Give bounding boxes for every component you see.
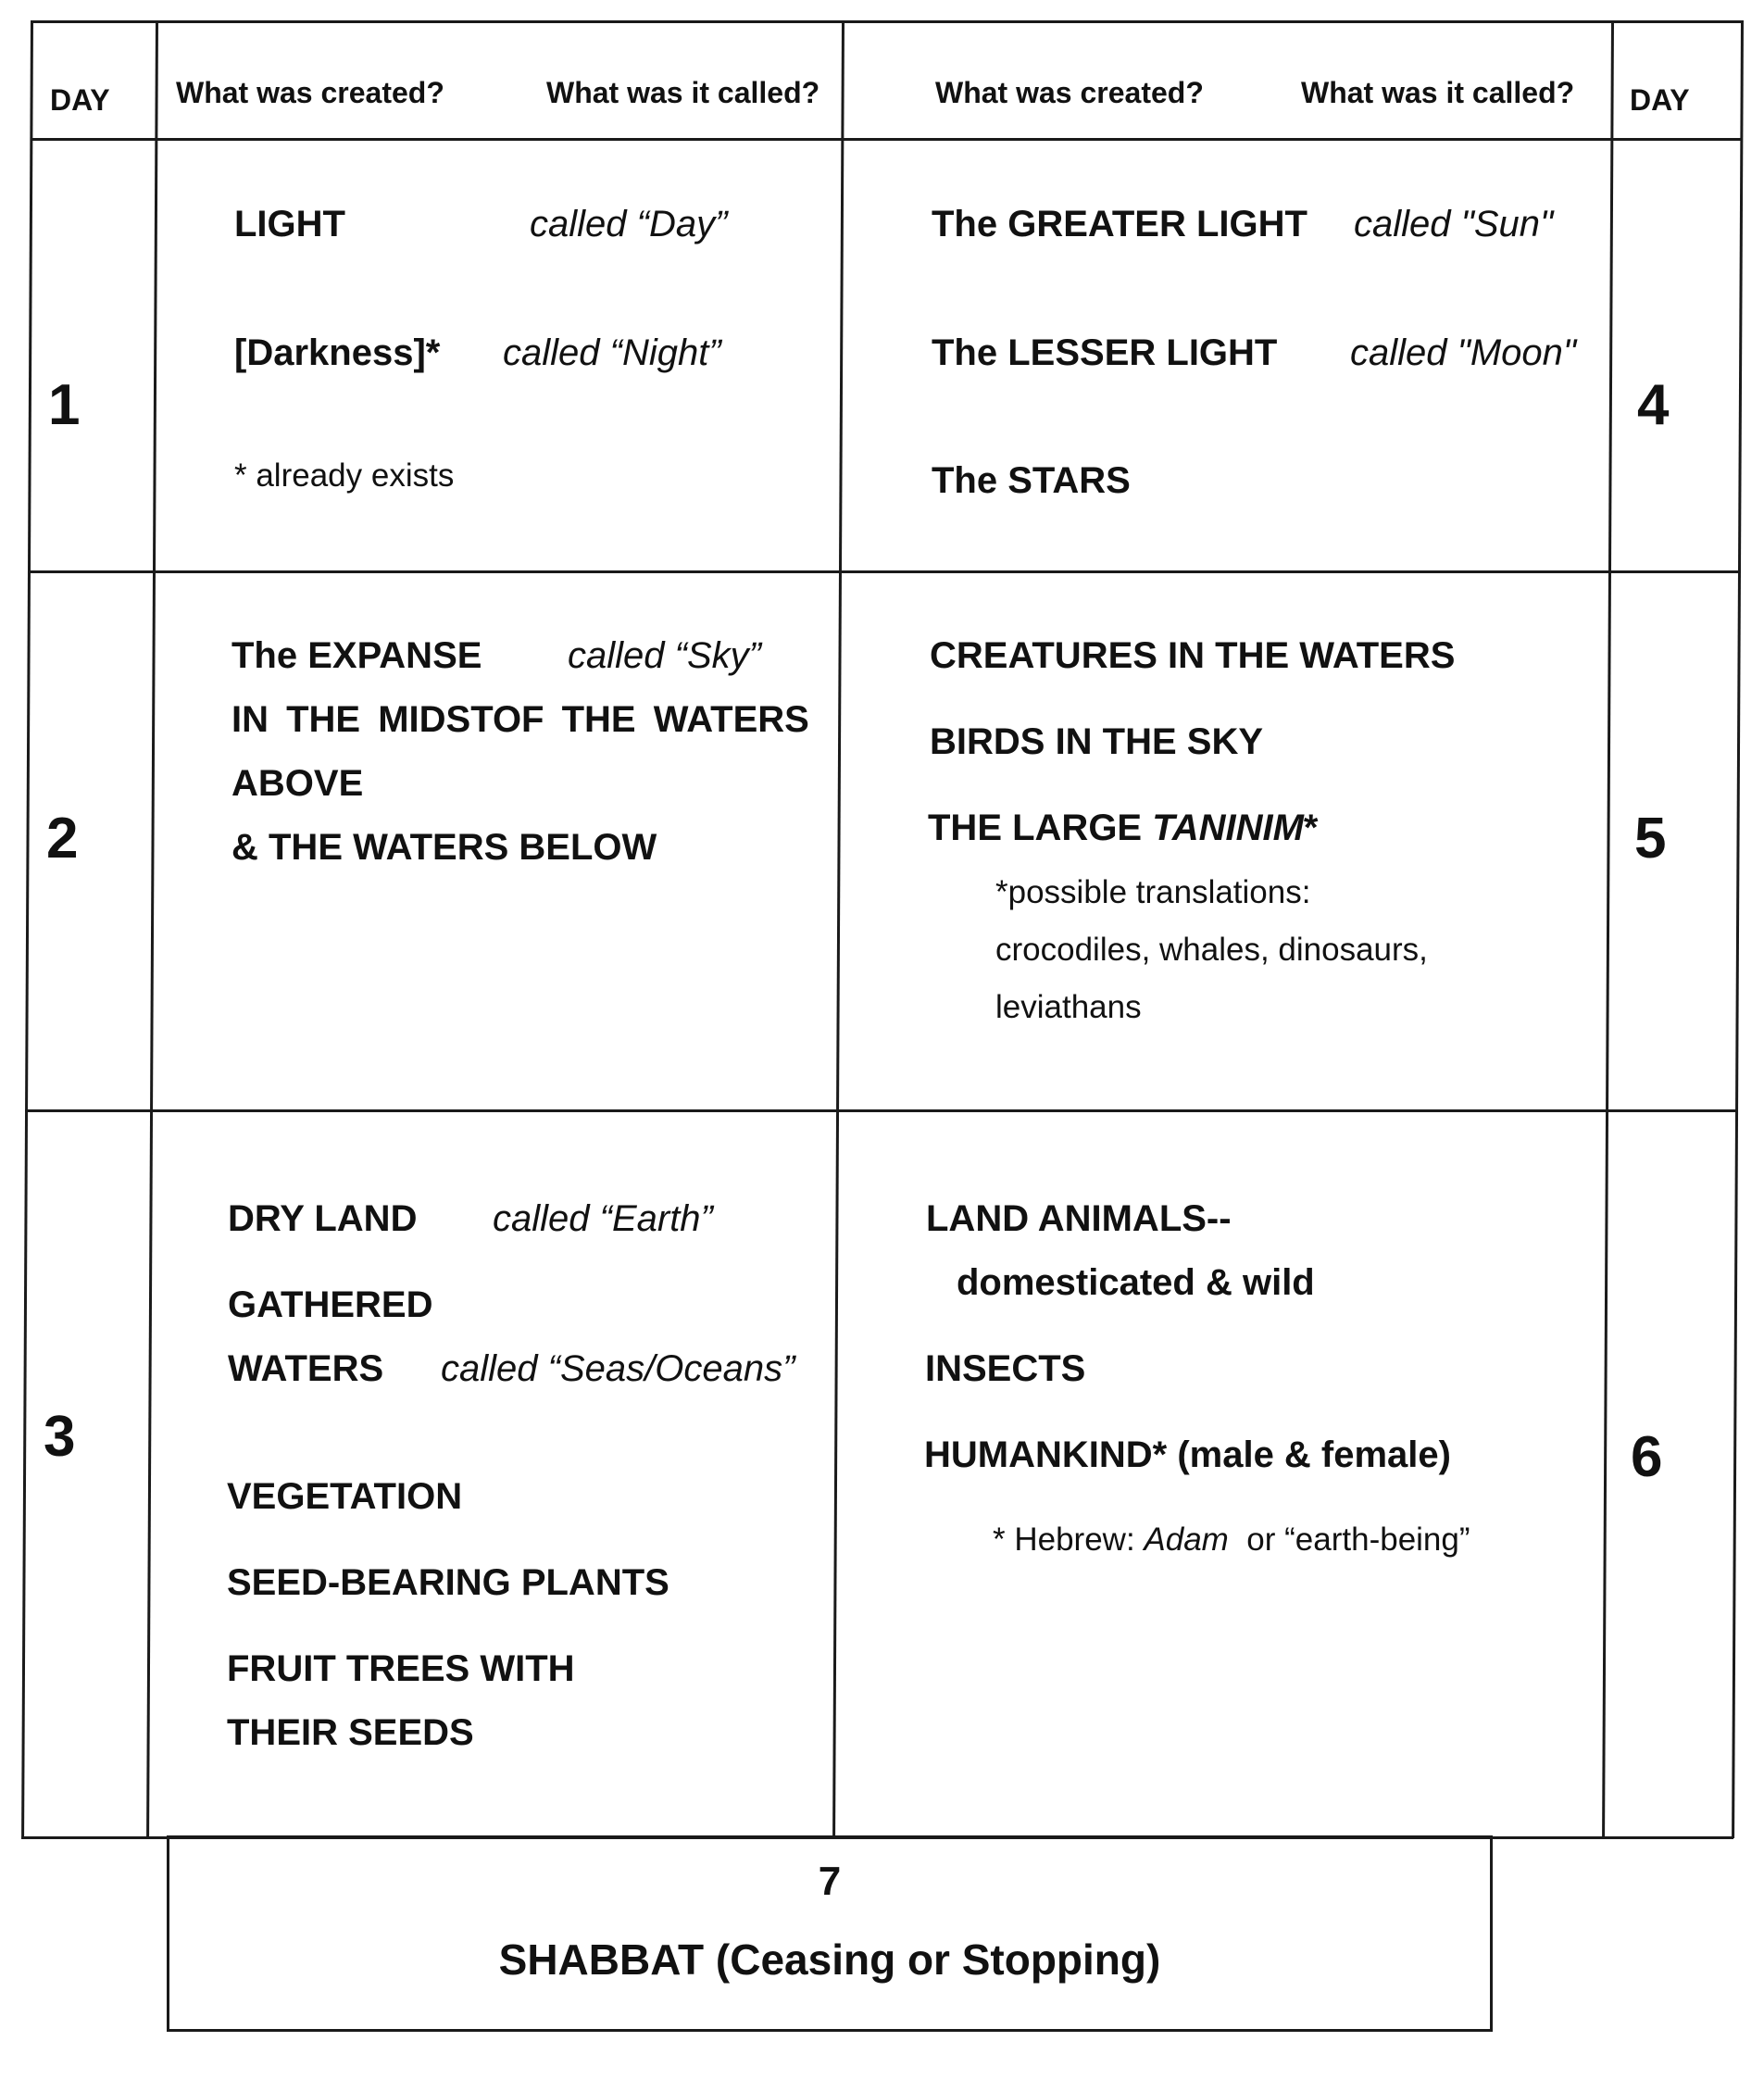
item-vegetation: VEGETATION [227,1476,463,1517]
header-called-left: What was it called? [546,76,820,109]
note-leviathans: leviathans [995,989,1142,1025]
note-earth-being: or “earth-being” [1246,1522,1470,1558]
large-suffix: * [1303,808,1319,848]
grid-line-day-right-col [1602,20,1614,1838]
called-moon: called "Moon" [1350,332,1577,373]
item-midst-waters: IN THE MIDSTOF THE WATERS [231,699,809,740]
called-sun: called "Sun" [1354,204,1554,244]
called-night: called “Night” [503,332,721,373]
note-adam-word: Adam [1144,1522,1229,1558]
item-land-animals: LAND ANIMALS-- [926,1198,1232,1239]
day-number-3: 3 [44,1405,76,1469]
shabbat-text: SHABBAT (Ceasing or Stopping) [498,1935,1161,1984]
item-waters: WATERS [228,1348,384,1389]
shabbat-box [167,1835,1493,2032]
called-day: called “Day” [530,204,728,244]
grid-line-left [21,20,33,1838]
called-sky: called “Sky” [568,635,761,676]
item-large-taninim [928,808,1319,849]
item-darkness: [Darkness]* [234,332,441,373]
day-number-5: 5 [1634,807,1667,870]
large-prefix: THE LARGE [928,808,1143,848]
called-earth: called “Earth” [493,1198,713,1239]
item-domesticated-wild: domesticated & wild [957,1262,1315,1303]
header-day-left: DAY [50,83,110,117]
day-number-1: 1 [48,373,81,437]
grid-line-top [31,20,1743,23]
item-their-seeds: THEIR SEEDS [227,1712,474,1753]
item-gathered: GATHERED [228,1284,433,1325]
item-waters-below: & THE WATERS BELOW [231,827,657,868]
item-lesser-light: The LESSER LIGHT [932,332,1278,373]
grid-line-middle [832,20,844,1838]
item-stars: The STARS [932,460,1131,501]
day-number-2: 2 [46,807,79,870]
item-creatures-waters: CREATURES IN THE WATERS [930,635,1456,676]
note-hebrew-prefix: * Hebrew: [993,1522,1135,1558]
item-above: ABOVE [231,763,364,804]
grid-line-day-left-col [146,20,158,1838]
day-number-4: 4 [1637,373,1670,437]
called-seas-oceans: called “Seas/Oceans” [441,1348,795,1389]
grid-line-header-bottom [31,138,1743,141]
day-number-6: 6 [1631,1425,1663,1489]
header-created-right: What was created? [935,76,1204,109]
taninim-word: TANINIM [1152,808,1304,848]
item-expanse: The EXPANSE [231,635,482,676]
item-humankind: HUMANKIND* (male & female) [924,1434,1451,1475]
item-dry-land: DRY LAND [228,1198,418,1239]
header-called-right: What was it called? [1301,76,1575,109]
item-light: LIGHT [234,204,345,244]
header-day-right: DAY [1630,83,1690,117]
item-greater-light: The GREATER LIGHT [932,204,1307,244]
grid-line-right [1732,20,1744,1838]
grid-line-row2-bottom [25,1109,1738,1112]
grid-line-row1-bottom [28,570,1741,573]
header-created-left: What was created? [176,76,444,109]
item-seed-bearing-plants: SEED-BEARING PLANTS [227,1562,669,1603]
item-fruit-trees: FRUIT TREES WITH [227,1648,575,1689]
item-birds-sky: BIRDS IN THE SKY [930,721,1264,762]
item-insects: INSECTS [925,1348,1086,1389]
note-hebrew-adam [993,1522,1470,1559]
shabbat-day-number: 7 [818,1859,842,1904]
note-translations: *possible translations: [995,874,1311,910]
note-translations-list: crocodiles, whales, dinosaurs, [995,932,1428,968]
note-already-exists: * already exists [234,457,455,494]
